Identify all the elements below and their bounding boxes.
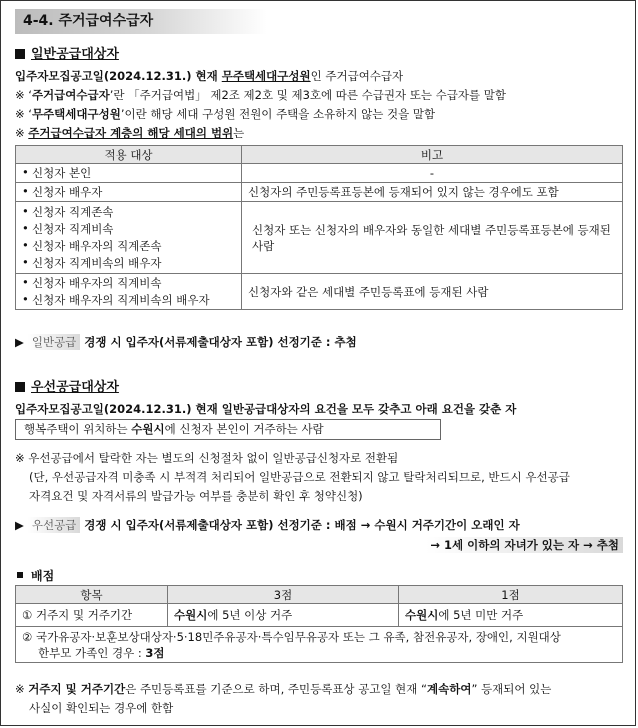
general-selection-criteria: ▶ 일반공급 경쟁 시 입주자(서류제출대상자 포함) 선정기준 : 추첨 [15,335,357,349]
table-row [16,202,623,274]
score-footnote: ※ 거주지 및 거주기간은 주민등록표를 기준으로 하며, 주민등록표상 공고일 현재 “계속하여” 등재되어 있는 [15,682,552,696]
table-row [16,183,623,202]
list-item: • 신청자 직계존속 [22,204,235,220]
general-note-1: ※ ‘주거급여수급자’란 「주거급여법」 제2조 제2호 및 제3호에 따른 수급권자 또는 수급자를 말함 [15,88,506,102]
list-item: • 신청자 배우자의 직계비속의 배우자 [22,292,235,308]
table-row [16,274,623,310]
priority-selection-criteria: ▶ 우선공급 경쟁 시 입주자(서류제출대상자 포함) 선정기준 : 배점 → 수원시 거주기간이 오래인 자 [15,518,520,532]
table-cell-remark: 신청자 또는 신청자의 배우자와 동일한 세대별 주민등록표등본에 등재된 사람 [242,202,623,274]
table-cell-remark: - [242,164,623,183]
score-1pt-cell: 수원시에 5년 미만 거주 [399,604,623,627]
priority-note-2: (단, 우선공급자격 미충족 시 부적격 처리되어 일반공급으로 전환되지 않고 탈락처리되므로, 반드시 우선공급 [29,470,570,484]
priority-note-3: 자격요건 및 자격서류의 발급가능 여부를 충분히 확인 후 청약신청) [29,489,363,503]
priority-section-title: 우선공급대상자 [15,376,119,395]
score-header-3pt: 3점 [168,586,399,604]
square-bullet-icon [15,382,25,392]
table-row [16,604,623,627]
table-cell-remark: 신청자와 같은 세대별 주민등록표에 등재된 사람 [242,274,623,310]
table-row [16,627,623,663]
table-header-target: 적용 대상 [16,146,242,164]
list-item: • 신청자 배우자의 직계비속 [22,275,235,291]
score-header-1pt: 1점 [399,586,623,604]
household-range-table [15,145,623,310]
score-table [15,585,623,663]
general-note-2: ※ ‘무주택세대구성원’이란 해당 세대 구성원 전원이 주택을 소유하지 않는 것을 말함 [15,107,436,121]
score-section-title: 배점 [17,567,54,584]
score-item: ① 거주지 및 거주기간 [16,604,168,627]
score-header-item: 항목 [16,586,168,604]
priority-requirement-box: 행복주택이 위치하는 수원시에 신청자 본인이 거주하는 사람 [15,419,441,440]
score-item-2: ② 국가유공자·보훈보상대상자·5·18민주유공자·특수임무유공자 또는 그 유족, 참전유공자, 장애인, 지원대상 한부모 가족인 경우 : 3점 [16,627,623,663]
general-section-title: 일반공급대상자 [15,43,119,62]
list-item: • 신청자 본인 [22,165,235,181]
small-square-bullet-icon [17,572,23,578]
table-header-remark: 비고 [242,146,623,164]
priority-eligibility-line: 입주자모집공고일(2024.12.31.) 현재 일반공급대상자의 요건을 모두 갖추고 아래 요건을 갖춘 자 [15,402,517,416]
priority-selection-criteria-cont: → 1세 이하의 자녀가 있는 자 → 추첨 [426,537,623,553]
general-note-3: ※ 주거급여수급자 계층의 해당 세대의 범위는 [15,126,245,140]
priority-note-1: ※ 우선공급에서 탈락한 자는 별도의 신청절차 없이 일반공급신청자로 전환됨 [15,451,399,465]
square-bullet-icon [15,49,25,59]
section-header-title: 4-4. 주거급여수급자 [23,13,154,29]
list-item: • 신청자 직계비속의 배우자 [22,255,235,271]
table-row [16,164,623,183]
section-header [15,9,267,34]
list-item: • 신청자 직계비속 [22,221,235,237]
score-3pt-cell: 수원시에 5년 이상 거주 [168,604,399,627]
score-footnote-cont: 사실이 확인되는 경우에 한함 [29,701,174,715]
general-eligibility-line: 입주자모집공고일(2024.12.31.) 현재 무주택세대구성원인 주거급여수급자 [15,69,404,83]
list-item: • 신청자 배우자의 직계존속 [22,238,235,254]
list-item: • 신청자 배우자 [22,184,235,200]
table-cell-remark: 신청자의 주민등록표등본에 등재되어 있지 않는 경우에도 포함 [242,183,623,202]
